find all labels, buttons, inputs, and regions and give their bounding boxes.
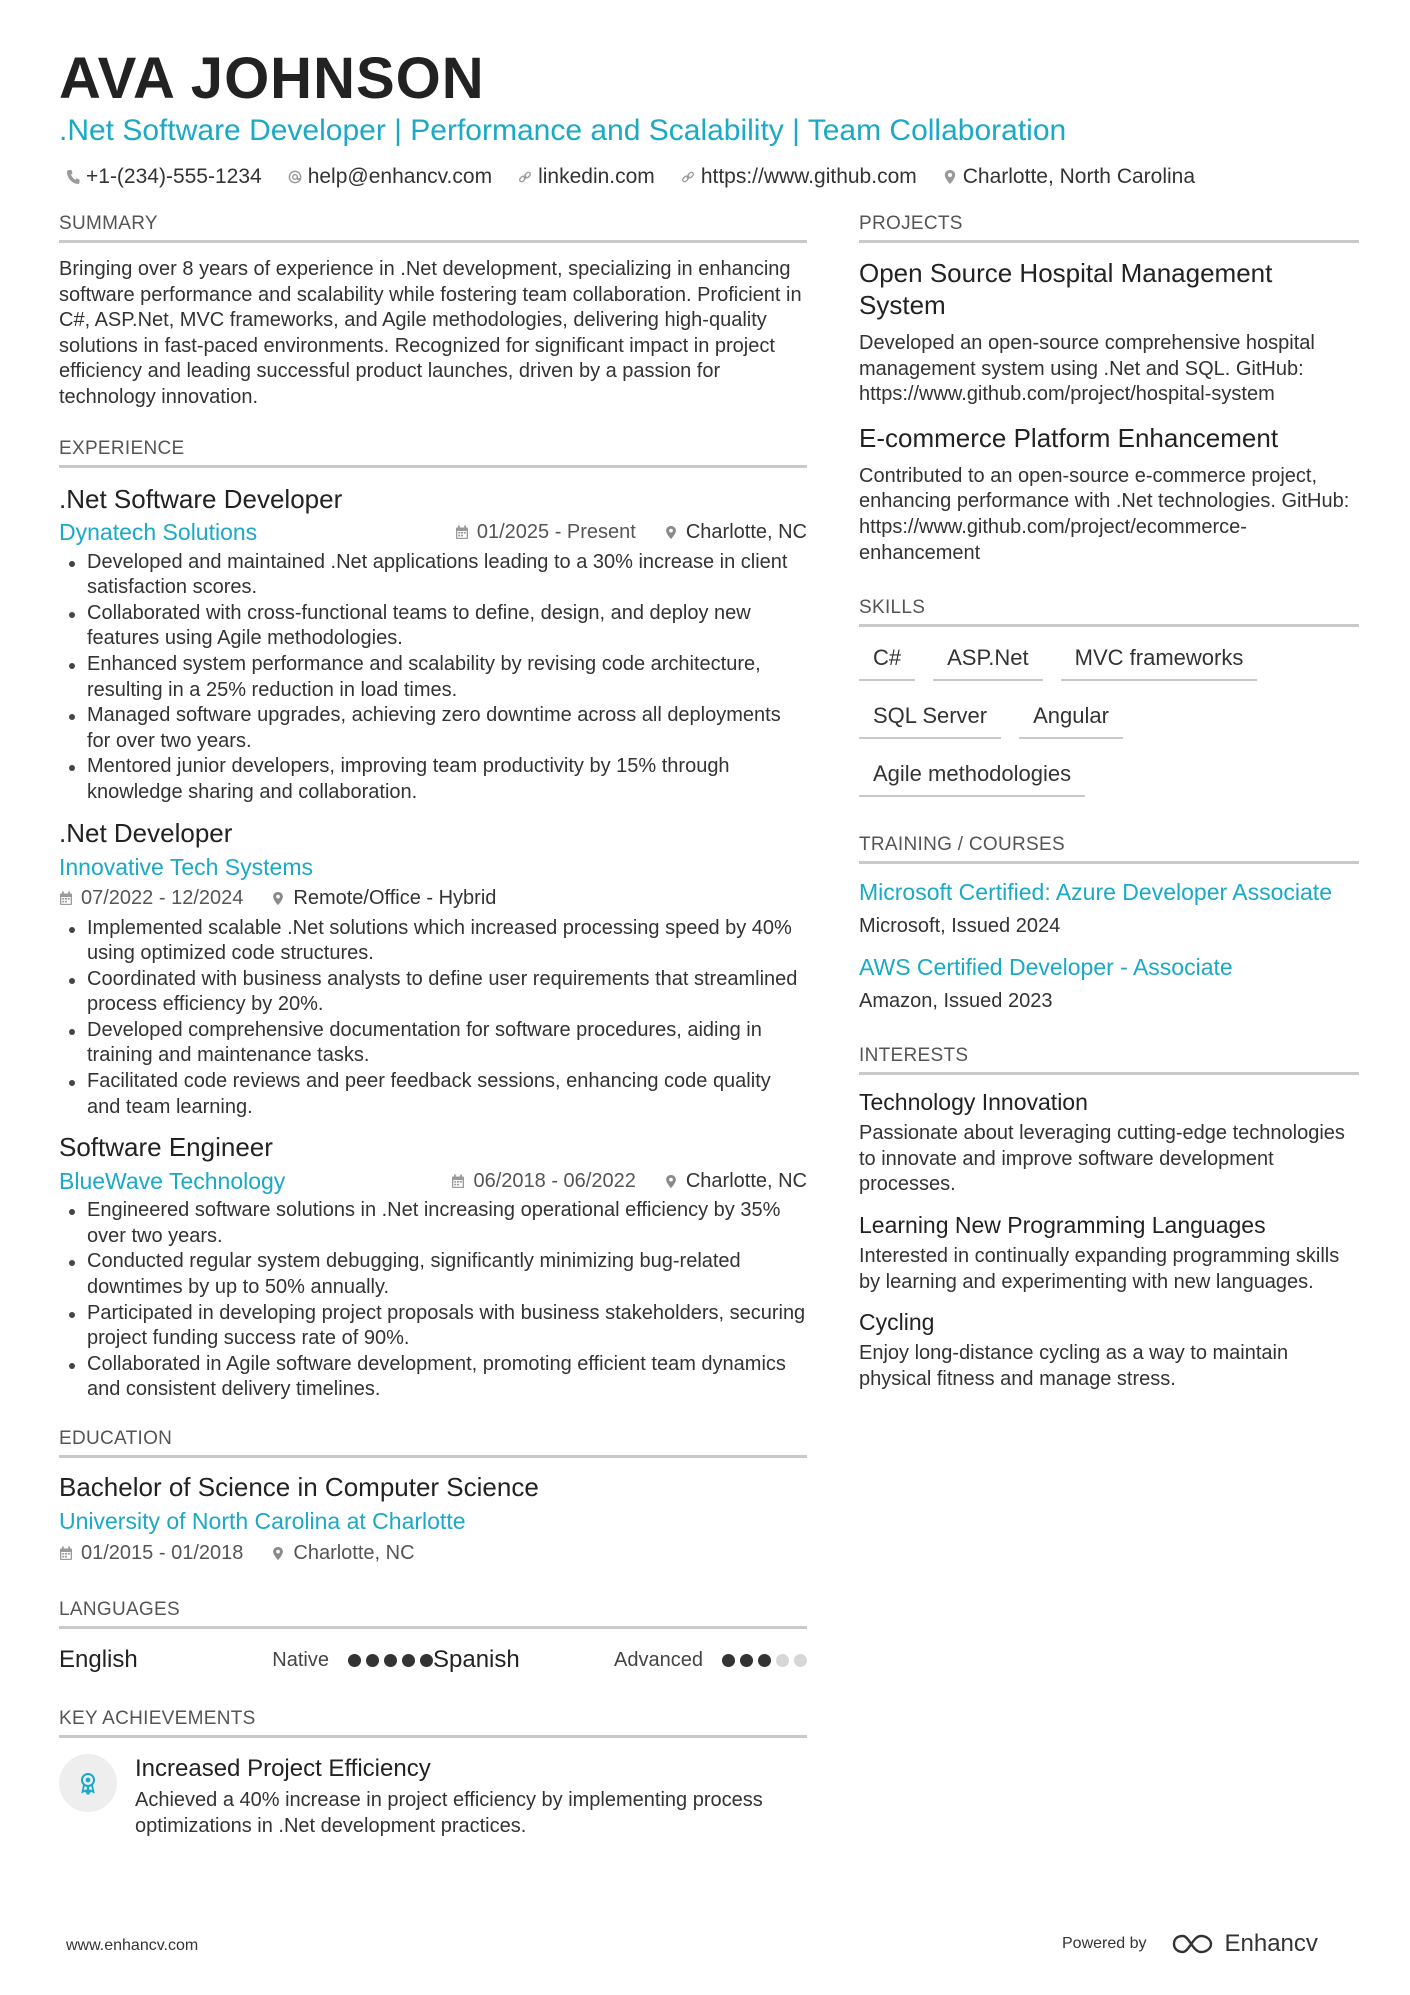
languages-row (59, 1645, 807, 1675)
achievement-description: Achieved a 40% increase in project efficiency by implementing process optimizations in .Net development practices. (135, 1789, 763, 1837)
bullet-item: Participated in developing project proposals with business stakeholders, securing project funding success rate of 90%. (59, 1301, 807, 1352)
bullet-item: Collaborated with cross-functional teams to define, design, and deploy new features using Agile methodologies. (59, 601, 807, 652)
interest-description: Interested in continually expanding programming skills by learning and experimenting with new languages. (859, 1244, 1340, 1293)
rating-dot (384, 1654, 397, 1667)
contact-location (943, 165, 1195, 189)
language-level: Native (272, 1648, 329, 1671)
calendar-icon (455, 525, 469, 540)
contact-bar (66, 163, 1221, 191)
job-entry (59, 1130, 807, 1403)
contact-phone[interactable] (66, 165, 262, 189)
map-pin-icon (943, 169, 957, 185)
course-title: Microsoft Certified: Azure Developer Associate (859, 879, 1332, 906)
skill-tag: ASP.Net (933, 639, 1043, 681)
education-meta (59, 1538, 807, 1568)
language-name: Spanish (433, 1646, 520, 1673)
achievement-body (135, 1754, 807, 1839)
project-title: E-commerce Platform Enhancement (859, 422, 1279, 453)
project-item (859, 422, 1359, 566)
language-item (59, 1646, 433, 1674)
skills-heading: SKILLS (859, 596, 1359, 627)
language-level: Advanced (614, 1648, 703, 1671)
achievement-item (59, 1754, 807, 1839)
project-item (859, 257, 1359, 408)
bullet-item: Managed software upgrades, achieving zero downtime across all deployments for over two years. (59, 703, 807, 754)
course-title: AWS Certified Developer - Associate (859, 954, 1233, 981)
skill-tag: Agile methodologies (859, 755, 1085, 797)
education-location (271, 1542, 414, 1565)
education-section (59, 1427, 807, 1568)
company-name: Innovative Tech Systems (59, 853, 313, 880)
map-pin-icon (271, 1546, 285, 1561)
job-location (664, 1170, 807, 1193)
skill-tag: Angular (1019, 697, 1123, 739)
project-description: Contributed to an open-source e-commerce project, enhancing performance with .Net technologies. GitHub: https://www.github.com/project/ecommerce-enhancement (859, 464, 1350, 564)
education-dates-text: 01/2015 - 01/2018 (81, 1541, 244, 1564)
degree-title: Bachelor of Science in Computer Science (59, 1472, 539, 1502)
training-heading: TRAINING / COURSES (859, 833, 1359, 864)
website-text: https://www.github.com (700, 165, 917, 188)
bullet-item: Mentored junior developers, improving team productivity by 15% through knowledge sharing and collaboration. (59, 754, 807, 805)
job-bullets (59, 1198, 807, 1403)
rating-dot (776, 1654, 789, 1667)
languages-section (59, 1598, 807, 1675)
job-meta (451, 1170, 807, 1193)
interest-title: Cycling (859, 1309, 935, 1336)
candidate-headline: .Net Software Developer | Performance and Scalability | Team Collaboration (59, 114, 1067, 147)
projects-section (859, 212, 1359, 566)
job-meta (455, 521, 807, 544)
achievement-title: Increased Project Efficiency (135, 1755, 431, 1782)
rating-dot (794, 1654, 807, 1667)
interest-item (859, 1210, 1359, 1295)
language-rating (343, 1654, 433, 1667)
achievements-section (59, 1707, 807, 1839)
summary-text: Bringing over 8 years of experience in .Net development, specializing in enhancing software performance and scalability while fostering team collaboration. Proficient in C#, ASP.Net, MVC frameworks, and Agile methodologies, delivering high-quality solutions in fast-paced environments. Recognized for significant impact in project efficiency and leading successful product launches, driven by a passion for technology innovation. (59, 258, 802, 408)
job-location-text: Charlotte, NC (685, 1169, 807, 1192)
map-pin-icon (271, 891, 285, 906)
skill-tag: C# (859, 639, 915, 681)
bullet-item: Implemented scalable .Net solutions which increased processing speed by 40% using optimized code structures. (59, 916, 807, 967)
interest-item (859, 1307, 1359, 1392)
skill-tag: MVC frameworks (1061, 639, 1258, 681)
skill-tag: SQL Server (859, 697, 1001, 739)
linkedin-text: linkedin.com (538, 165, 655, 188)
job-dates-text: 06/2018 - 06/2022 (473, 1169, 636, 1192)
interest-description: Passionate about leveraging cutting-edge technologies to innovate and improve software development processes. (859, 1122, 1345, 1196)
job-title: Software Engineer (59, 1132, 273, 1163)
bullet-item: Enhanced system performance and scalability by revising code architecture, resulting in a 25% reduction in load times. (59, 652, 807, 703)
rating-dot (420, 1654, 433, 1667)
bullet-item: Developed and maintained .Net applications leading to a 30% increase in client satisfaction scores. (59, 550, 807, 601)
bullet-item: Conducted regular system debugging, significantly minimizing bug-related downtimes by up to 50% annually. (59, 1249, 807, 1300)
skills-section (859, 596, 1359, 813)
company-name: Dynatech Solutions (59, 519, 258, 546)
location-text: Charlotte, North Carolina (962, 165, 1196, 188)
school-name: University of North Carolina at Charlotte (59, 1508, 466, 1534)
interest-description: Enjoy long-distance cycling as a way to maintain physical fitness and manage stress. (859, 1342, 1289, 1390)
job-location-text: Remote/Office - Hybrid (293, 887, 497, 909)
course-issuer: Microsoft, Issued 2024 (859, 915, 1061, 938)
phone-text: +1-(234)-555-1234 (86, 165, 262, 188)
experience-section (59, 437, 807, 1403)
interest-item (859, 1087, 1359, 1198)
skills-list (859, 639, 1299, 813)
job-entry (59, 816, 807, 1121)
candidate-name: AVA JOHNSON (59, 46, 485, 111)
bullet-item: Coordinated with business analysts to define user requirements that streamlined process efficiency by 20%. (59, 967, 807, 1018)
job-dates (451, 1170, 635, 1193)
interests-section (859, 1044, 1359, 1392)
contact-email[interactable] (288, 165, 492, 189)
language-item (433, 1646, 807, 1674)
calendar-icon (59, 891, 73, 906)
job-location-text: Charlotte, NC (685, 521, 807, 544)
job-dates (455, 521, 636, 544)
award-icon-glyph (76, 1771, 100, 1795)
education-dates (59, 1542, 243, 1565)
contact-website[interactable] (681, 165, 917, 189)
footer-branding (1062, 1930, 1318, 1958)
job-meta-row (59, 1166, 807, 1196)
job-dates (59, 887, 243, 910)
achievements-heading: KEY ACHIEVEMENTS (59, 1707, 807, 1738)
rating-dot (348, 1654, 361, 1667)
powered-by-text: Powered by (1062, 1935, 1147, 1952)
right-column (859, 212, 1359, 1412)
bullet-item: Engineered software solutions in .Net increasing operational efficiency by 35% over two years. (59, 1198, 807, 1249)
job-dates-text: 01/2025 - Present (476, 521, 636, 544)
rating-dot (366, 1654, 379, 1667)
link-icon (681, 169, 695, 185)
interest-title: Technology Innovation (859, 1089, 1088, 1116)
job-dates-text: 07/2022 - 12/2024 (81, 887, 244, 909)
left-column (59, 212, 807, 1859)
at-sign-icon (288, 169, 302, 185)
brand-logo[interactable] (1171, 1930, 1318, 1958)
interests-heading: INTERESTS (859, 1044, 1359, 1075)
job-bullets (59, 550, 807, 806)
bullet-item: Developed comprehensive documentation for software procedures, aiding in training and maintenance tasks. (59, 1018, 807, 1069)
award-icon (59, 1754, 117, 1812)
map-pin-icon (664, 525, 678, 540)
calendar-icon (451, 1174, 465, 1189)
job-meta (59, 884, 807, 914)
training-section (859, 833, 1359, 1014)
job-title: .Net Software Developer (59, 483, 343, 514)
link-icon (518, 169, 532, 185)
contact-linkedin[interactable] (518, 165, 655, 189)
projects-heading: PROJECTS (859, 212, 1359, 243)
map-pin-icon (664, 1174, 678, 1189)
course-item (859, 878, 1359, 939)
summary-section (59, 212, 807, 411)
rating-dot (722, 1654, 735, 1667)
job-meta-row (59, 518, 807, 548)
job-bullets (59, 916, 807, 1121)
interest-title: Learning New Programming Languages (859, 1211, 1266, 1238)
languages-heading: LANGUAGES (59, 1598, 807, 1629)
project-description: Developed an open-source comprehensive hospital management system using .Net and SQL. GitHub: https://www.github.com/project/hospital-system (859, 332, 1315, 406)
rating-dot (740, 1654, 753, 1667)
course-item (859, 953, 1359, 1014)
project-title: Open Source Hospital Management System (859, 258, 1273, 320)
rating-dot (402, 1654, 415, 1667)
phone-icon (66, 169, 80, 185)
summary-heading: SUMMARY (59, 212, 807, 243)
job-location (664, 521, 807, 544)
job-title: .Net Developer (59, 817, 233, 848)
job-entry (59, 482, 807, 806)
bullet-item: Facilitated code reviews and peer feedback sessions, enhancing code quality and team learning. (59, 1069, 807, 1120)
footer-website[interactable]: www.enhancv.com (66, 1937, 199, 1954)
rating-dot (758, 1654, 771, 1667)
calendar-icon (59, 1546, 73, 1561)
brand-name: Enhancv (1224, 1930, 1318, 1957)
job-location (271, 887, 496, 910)
education-heading: EDUCATION (59, 1427, 807, 1458)
education-location-text: Charlotte, NC (293, 1541, 415, 1564)
language-rating (717, 1654, 807, 1667)
email-text: help@enhancv.com (307, 165, 493, 188)
company-name: BlueWave Technology (59, 1167, 286, 1194)
course-issuer: Amazon, Issued 2023 (859, 990, 1053, 1013)
experience-heading: EXPERIENCE (59, 437, 807, 468)
enhancv-logo-icon (1171, 1932, 1217, 1956)
bullet-item: Collaborated in Agile software development, promoting efficient team dynamics and consistent delivery timelines. (59, 1352, 807, 1403)
language-name: English (59, 1646, 138, 1673)
